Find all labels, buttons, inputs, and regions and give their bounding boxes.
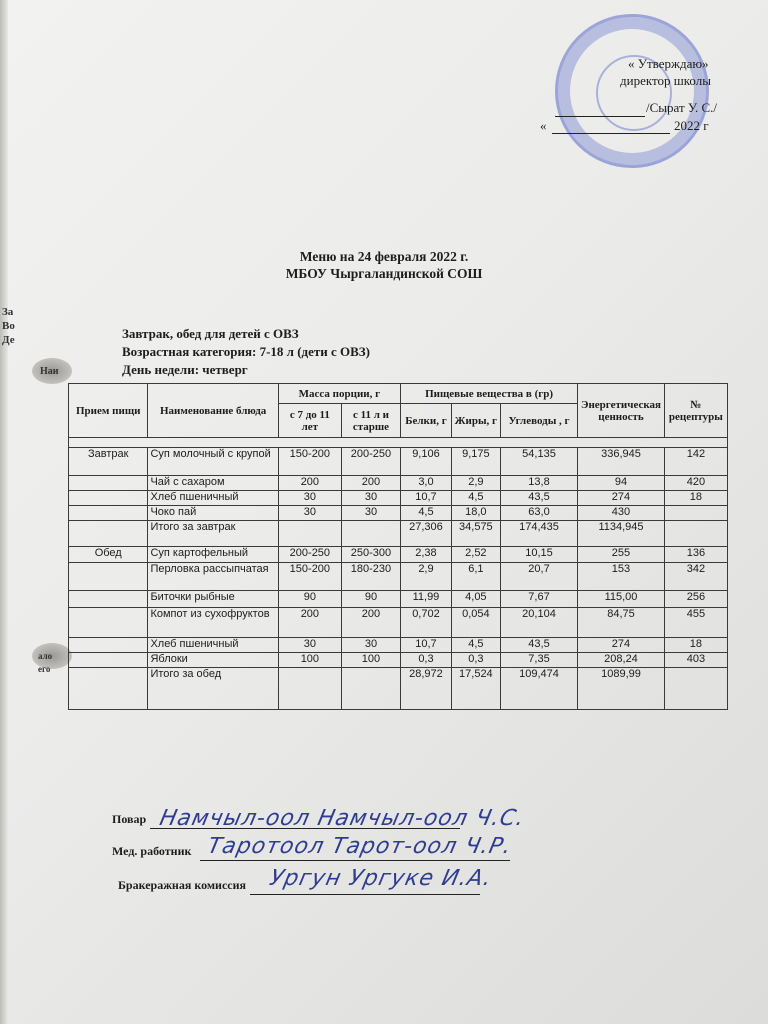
dish-name: Компот из сухофруктов bbox=[148, 608, 278, 638]
total-fat: 34,575 bbox=[451, 521, 500, 547]
energy: 274 bbox=[578, 491, 665, 506]
cook-signature: Намчыл-оол Намчыл-оол Ч.С. bbox=[157, 806, 528, 831]
energy: 255 bbox=[578, 547, 665, 563]
recipe bbox=[664, 506, 727, 521]
dish-name: Биточки рыбные bbox=[148, 591, 278, 608]
portion-old: 30 bbox=[341, 491, 400, 506]
energy: 208,24 bbox=[578, 653, 665, 668]
portion-old: 200 bbox=[341, 608, 400, 638]
portion-young: 30 bbox=[278, 506, 341, 521]
school-stamp bbox=[555, 14, 709, 168]
menu-title: Меню на 24 февраля 2022 г. bbox=[299, 249, 469, 264]
header-portion-young: с 7 до 11 лет bbox=[278, 404, 341, 438]
energy: 274 bbox=[578, 638, 665, 653]
header-carbs: Углеводы , г bbox=[500, 404, 577, 438]
protein: 9,106 bbox=[401, 448, 452, 476]
left-stub: Наи bbox=[40, 366, 59, 377]
dish-name: Яблоки bbox=[148, 653, 278, 668]
approval-line-1: « Утверждаю» bbox=[628, 56, 709, 71]
portion-old: 200-250 bbox=[341, 448, 400, 476]
protein: 10,7 bbox=[401, 638, 452, 653]
recipe: 18 bbox=[664, 638, 727, 653]
energy: 336,945 bbox=[578, 448, 665, 476]
portion-old: 30 bbox=[341, 506, 400, 521]
table-row bbox=[69, 563, 728, 591]
total-protein: 28,972 bbox=[401, 668, 452, 710]
approval-line-2: директор школы bbox=[620, 73, 711, 88]
fat: 2,9 bbox=[451, 476, 500, 491]
table-row bbox=[69, 448, 728, 476]
energy: 115,00 bbox=[578, 591, 665, 608]
left-stub: Де bbox=[2, 334, 15, 346]
table-row bbox=[69, 608, 728, 638]
fat: 0,054 bbox=[451, 608, 500, 638]
dish-name: Перловка рассыпчатая bbox=[148, 563, 278, 591]
portion-young: 90 bbox=[278, 591, 341, 608]
page-edge bbox=[0, 0, 8, 1024]
header-dish: Наименование блюда bbox=[148, 384, 278, 438]
approval-line-4-right: 2022 г bbox=[674, 118, 709, 133]
portion-young: 200-250 bbox=[278, 547, 341, 563]
energy: 84,75 bbox=[578, 608, 665, 638]
protein: 3,0 bbox=[401, 476, 452, 491]
portion-young: 150-200 bbox=[278, 448, 341, 476]
protein: 2,38 bbox=[401, 547, 452, 563]
meal-label: Обед bbox=[69, 547, 148, 563]
total-row bbox=[69, 521, 728, 547]
total-carbs: 174,435 bbox=[500, 521, 577, 547]
energy: 94 bbox=[578, 476, 665, 491]
table-row bbox=[69, 591, 728, 608]
carbs: 20,104 bbox=[500, 608, 577, 638]
recipe: 256 bbox=[664, 591, 727, 608]
portion-old: 180-230 bbox=[341, 563, 400, 591]
carbs: 20,7 bbox=[500, 563, 577, 591]
portion-old: 30 bbox=[341, 638, 400, 653]
fat: 4,05 bbox=[451, 591, 500, 608]
approval-line-4-left: « bbox=[540, 118, 547, 133]
protein: 11,99 bbox=[401, 591, 452, 608]
energy: 430 bbox=[578, 506, 665, 521]
header-energy: Энергетическая ценность bbox=[578, 384, 665, 438]
portion-old: 250-300 bbox=[341, 547, 400, 563]
total-protein: 27,306 bbox=[401, 521, 452, 547]
table-row bbox=[69, 547, 728, 563]
carbs: 43,5 bbox=[500, 491, 577, 506]
total-label: Итого за обед bbox=[148, 668, 278, 710]
portion-old: 100 bbox=[341, 653, 400, 668]
header-portion: Масса порции, г bbox=[278, 384, 400, 404]
total-fat: 17,524 bbox=[451, 668, 500, 710]
fat: 2,52 bbox=[451, 547, 500, 563]
recipe: 18 bbox=[664, 491, 727, 506]
energy: 153 bbox=[578, 563, 665, 591]
carbs: 43,5 bbox=[500, 638, 577, 653]
total-energy: 1134,945 bbox=[578, 521, 665, 547]
recipe: 403 bbox=[664, 653, 727, 668]
school-name: МБОУ Чыргаландинской СОШ bbox=[285, 266, 483, 281]
commission-label: Бракеражная комиссия bbox=[118, 878, 247, 892]
total-row bbox=[69, 668, 728, 710]
fat: 9,175 bbox=[451, 448, 500, 476]
dish-name: Хлеб пшеничный bbox=[148, 491, 278, 506]
table-row bbox=[69, 638, 728, 653]
protein: 10,7 bbox=[401, 491, 452, 506]
medic-signature: Таротоол Тарот-оол Ч.Р. bbox=[205, 834, 515, 859]
carbs: 7,35 bbox=[500, 653, 577, 668]
protein: 2,9 bbox=[401, 563, 452, 591]
table-row bbox=[69, 476, 728, 491]
header-recipe: № рецептуры bbox=[664, 384, 727, 438]
fat: 0,3 bbox=[451, 653, 500, 668]
spacer-row bbox=[69, 438, 728, 448]
fat: 18,0 bbox=[451, 506, 500, 521]
dish-name: Суп молочный с крупой bbox=[148, 448, 278, 476]
recipe: 342 bbox=[664, 563, 727, 591]
dish-name: Суп картофельный bbox=[148, 547, 278, 563]
left-stub: За bbox=[2, 306, 14, 318]
dish-name: Чоко пай bbox=[148, 506, 278, 521]
left-stub: его bbox=[38, 664, 51, 674]
dish-name: Чай с сахаром bbox=[148, 476, 278, 491]
total-label: Итого за завтрак bbox=[148, 521, 278, 547]
total-carbs: 109,474 bbox=[500, 668, 577, 710]
commission-sign-line bbox=[250, 894, 480, 895]
dish-name: Хлеб пшеничный bbox=[148, 638, 278, 653]
fat: 4,5 bbox=[451, 638, 500, 653]
recipe: 136 bbox=[664, 547, 727, 563]
carbs: 54,135 bbox=[500, 448, 577, 476]
carbs: 10,15 bbox=[500, 547, 577, 563]
info-day: День недели: четверг bbox=[122, 362, 248, 377]
approval-date-line bbox=[552, 133, 670, 134]
carbs: 7,67 bbox=[500, 591, 577, 608]
carbs: 63,0 bbox=[500, 506, 577, 521]
medic-label: Мед. работник bbox=[112, 844, 192, 858]
protein: 4,5 bbox=[401, 506, 452, 521]
table-row bbox=[69, 506, 728, 521]
meal-label: Завтрак bbox=[69, 448, 148, 476]
portion-young: 200 bbox=[278, 476, 341, 491]
left-stub: Во bbox=[2, 320, 15, 332]
approval-sign-line bbox=[555, 116, 645, 117]
table-row bbox=[69, 653, 728, 668]
portion-young: 150-200 bbox=[278, 563, 341, 591]
header-protein: Белки, г bbox=[401, 404, 452, 438]
commission-signature: Ургун Ургуке И.А. bbox=[267, 866, 495, 891]
left-stub: ало bbox=[38, 651, 53, 661]
info-age: Возрастная категория: 7-18 л (дети с ОВЗ) bbox=[122, 344, 370, 359]
portion-young: 30 bbox=[278, 491, 341, 506]
carbs: 13,8 bbox=[500, 476, 577, 491]
protein: 0,3 bbox=[401, 653, 452, 668]
recipe: 142 bbox=[664, 448, 727, 476]
recipe: 420 bbox=[664, 476, 727, 491]
portion-young: 30 bbox=[278, 638, 341, 653]
portion-young: 200 bbox=[278, 608, 341, 638]
table-row bbox=[69, 491, 728, 506]
medic-sign-line bbox=[200, 860, 510, 861]
header-meal: Прием пищи bbox=[69, 384, 148, 438]
header-nutrients: Пищевые вещества в (гр) bbox=[401, 384, 578, 404]
total-energy: 1089,99 bbox=[578, 668, 665, 710]
portion-young: 100 bbox=[278, 653, 341, 668]
header-portion-old: с 11 л и старше bbox=[341, 404, 400, 438]
header-fat: Жиры, г bbox=[451, 404, 500, 438]
approval-line-3: /Сырат У. С./ bbox=[646, 100, 717, 115]
recipe: 455 bbox=[664, 608, 727, 638]
portion-old: 200 bbox=[341, 476, 400, 491]
fat: 6,1 bbox=[451, 563, 500, 591]
protein: 0,702 bbox=[401, 608, 452, 638]
menu-table bbox=[68, 383, 728, 710]
cook-label: Повар bbox=[112, 812, 147, 826]
fat: 4,5 bbox=[451, 491, 500, 506]
portion-old: 90 bbox=[341, 591, 400, 608]
info-meals: Завтрак, обед для детей с ОВЗ bbox=[122, 326, 299, 341]
